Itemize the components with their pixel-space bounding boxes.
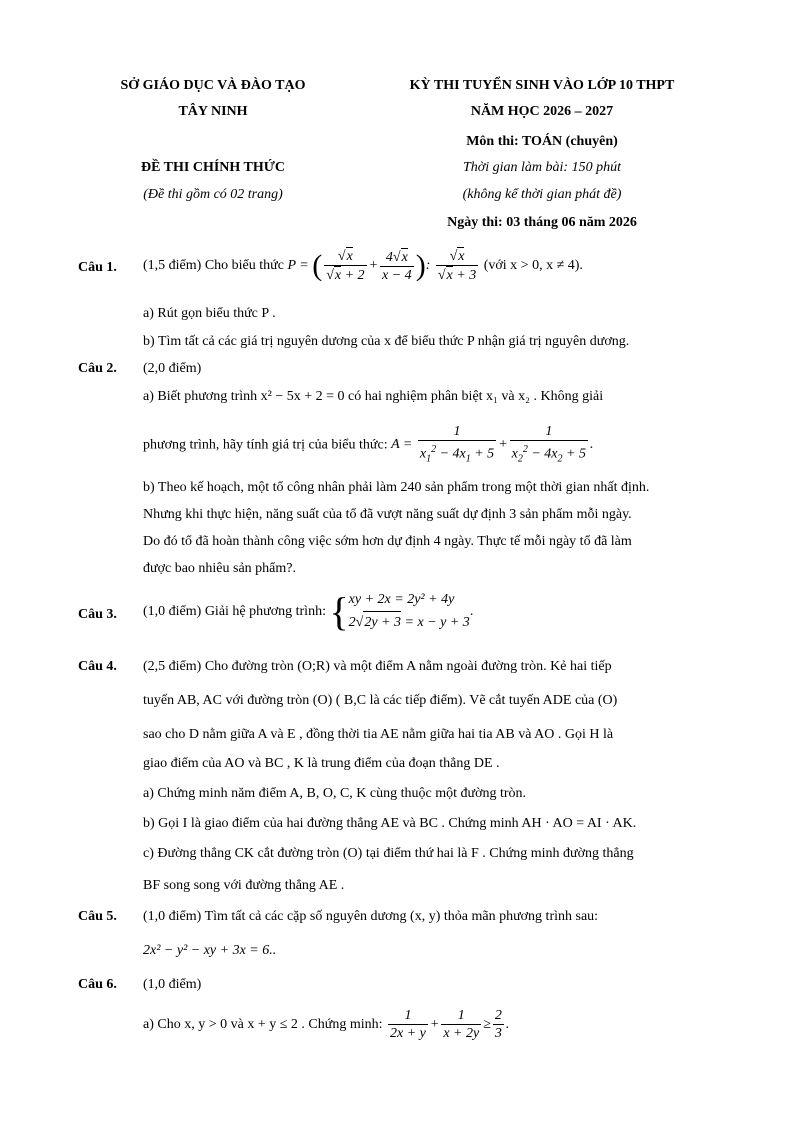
province-name: TÂY NINH (178, 104, 248, 119)
question-1-condition: (với x > 0, x ≠ 4). (483, 258, 583, 273)
question-6-points: (1,0 điểm) (143, 977, 202, 992)
duration-note: (không kể thời gian phát đề) (462, 187, 622, 202)
question-2a-text: phương trình, hãy tính giá trị của biểu thức: (143, 437, 388, 453)
question-3-statement: (1,0 điểm) Giải hệ phương trình: { xy + 2x = 2y² + 4y 2√2y + 3 = x − y + 3 . (143, 588, 474, 634)
question-2a-line1: a) Biết phương trình x² − 5x + 2 = 0 có hai nghiệm phân biệt x₁ và x₂ . Không giải (143, 389, 604, 404)
page-count-note: (Đề thi gồm có 02 trang) (143, 187, 283, 202)
question-2b-line4: được bao nhiêu sản phẩm?. (143, 561, 297, 576)
question-3-eq1: xy + 2x = 2y² + 4y (348, 592, 455, 608)
question-6a-intro: a) Cho x, y > 0 và x + y ≤ 2 . Chứng minh: (143, 1017, 383, 1032)
question-3-eq2: 2√2y + 3 = x − y + 3 (349, 611, 470, 634)
exam-date: Ngày thi: 03 tháng 06 năm 2026 (447, 215, 637, 230)
dept-name: SỞ GIÁO DỤC VÀ ĐÀO TẠO (120, 78, 306, 93)
question-2b-line3: Do đó tổ đã hoàn thành công việc sớm hơn dự định 4 ngày. Thực tế mỗi ngày tổ đã làm (143, 534, 632, 549)
question-2-points: (2,0 điểm) (143, 361, 202, 376)
subject: Môn thi: TOÁN (chuyên) (466, 134, 618, 149)
question-1a: a) Rút gọn biểu thức P . (143, 306, 276, 321)
question-5-label: Câu 5. (78, 909, 117, 924)
question-5-line1: (1,0 điểm) Tìm tất cả các cặp số nguyên dương (x, y) thỏa mãn phương trình sau: (143, 909, 599, 924)
question-4b: b) Gọi I là giao điểm của hai đường thẳng AE và BC . Chứng minh AH · AO = AI · AK. (143, 816, 637, 831)
question-1-label: Câu 1. (78, 260, 117, 275)
question-4-label: Câu 4. (78, 659, 117, 674)
question-4a: a) Chứng minh năm điểm A, B, O, C, K cùng thuộc một đường tròn. (143, 786, 527, 801)
question-2a-line2 (143, 423, 593, 467)
question-4-line3: sao cho D nằm giữa A và E , đồng thời tia AE nằm giữa hai tia AB và AO . Gọi H là (143, 727, 614, 742)
question-3-eq2-tail: = x − y + 3 (404, 615, 470, 631)
official-exam-label: ĐỀ THI CHÍNH THỨC (140, 160, 286, 175)
question-1-statement (143, 246, 583, 286)
question-3-intro: (1,0 điểm) Giải hệ phương trình: (143, 604, 326, 619)
question-2-label: Câu 2. (78, 361, 117, 376)
question-4-line2: tuyến AB, AC với đường tròn (O) ( B,C là các tiếp điểm). Vẽ cắt tuyến ADE của (O) (143, 693, 618, 708)
question-4c-line1: c) Đường thẳng CK cắt đường tròn (O) tại điểm thứ hai là F . Chứng minh đường thẳng (143, 846, 634, 861)
question-1-formula: P = ( $\frac{√x}{√x + 2}$ + $\frac{4√x}{x - 4}$ ): $\frac{√x}{√x + 3}$ (287, 248, 477, 284)
question-6-label: Câu 6. (78, 977, 117, 992)
duration: Thời gian làm bài: 150 phút (463, 160, 621, 175)
exam-title: KỲ THI TUYỂN SINH VÀO LỚP 10 THPT (409, 78, 675, 93)
question-6a-inequality: $\frac{1}{2x + y}$ + $\frac{1}{x + 2y}$ ≥ $\frac{2}{3}$ . (390, 1008, 510, 1042)
question-4-line1: (2,5 điểm) Cho đường tròn (O;R) và một điểm A nằm ngoài đường tròn. Kẻ hai tiếp (143, 659, 612, 674)
question-2b-line2: Nhưng khi thực hiện, năng suất của tổ đã vượt năng suất dự định 3 sản phẩm mỗi ngày. (143, 507, 632, 522)
question-2a-formula: A = $\frac{1}{x_1^2 - 4x_1 + 5}$ + $\frac{1}{x_2^2 - 4x_2 + 5}$ . (391, 424, 594, 465)
question-2b-line1: b) Theo kế hoạch, một tổ công nhân phải làm 240 sản phẩm trong một thời gian nhất định. (143, 480, 650, 495)
question-4c-line2: BF song song với đường thẳng AE . (143, 878, 345, 893)
school-year: NĂM HỌC 2026 – 2027 (470, 104, 614, 119)
question-1b: b) Tìm tất cả các giá trị nguyên dương của x để biểu thức P nhận giá trị nguyên dương. (143, 334, 630, 349)
question-1-intro: (1,5 điểm) Cho biểu thức (143, 258, 284, 273)
question-5-equation: 2x² − y² − xy + 3x = 6.. (143, 943, 277, 958)
question-4-line4: giao điểm của AO và BC , K là trung điểm của đoạn thẳng DE . (143, 756, 500, 771)
question-3-label: Câu 3. (78, 607, 117, 622)
question-3-system (349, 589, 470, 634)
question-6a (143, 1006, 509, 1044)
